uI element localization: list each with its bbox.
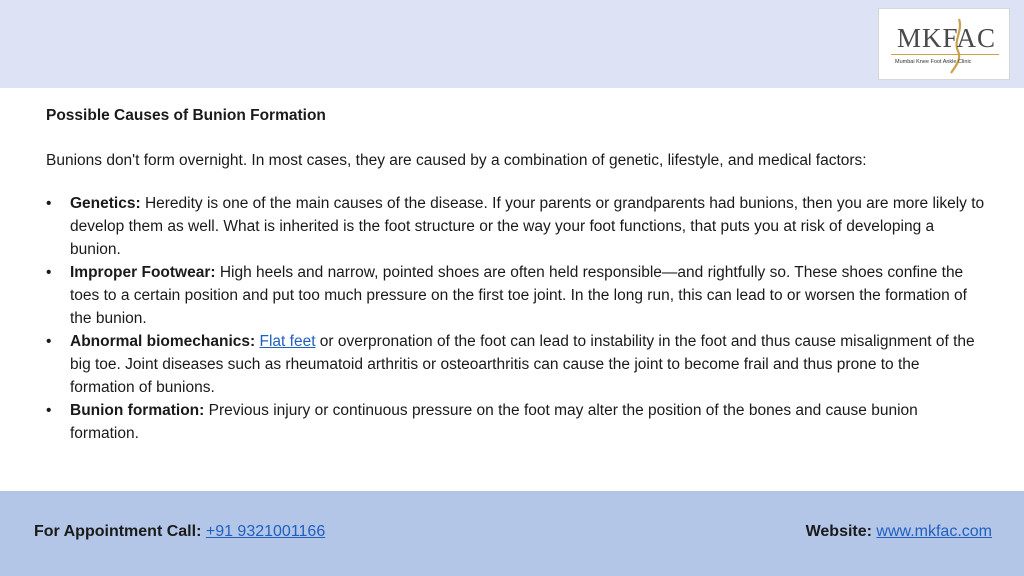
intro-paragraph: Bunions don't form overnight. In most cases, they are caused by a combination of genetic, lifestyle, and medical factors: (46, 152, 867, 169)
list-item-biomechanics (46, 330, 986, 399)
phone-link[interactable]: +91 9321001166 (205, 523, 326, 540)
appointment-contact (34, 523, 325, 541)
website-label: Website: (805, 523, 872, 540)
cause-text: Heredity is one of the main causes of the disease. If your parents or grandparents had bunions, then you are more likely to develop them as well. What is inherited is the foot structure or the way your foot functions, that puts you at risk of developing a bunion. (70, 195, 985, 258)
flat-feet-link[interactable]: Flat feet (259, 333, 316, 350)
cause-term: Bunion formation: (70, 402, 205, 419)
cause-term: Abnormal biomechanics: (70, 333, 256, 350)
cause-text: Previous injury or continuous pressure on the foot may alter the position of the bones and cause bunion formation. (70, 402, 918, 442)
footer-band (0, 491, 1024, 576)
list-item-genetics (46, 192, 986, 261)
header-band (0, 0, 1024, 88)
logo-subtitle: Mumbai Knee Foot Ankle Clinic (895, 59, 972, 65)
cause-term: Genetics: (70, 195, 141, 212)
website-contact (806, 523, 992, 541)
list-item-footwear (46, 261, 986, 330)
causes-list (46, 192, 986, 445)
clinic-logo (878, 8, 1010, 80)
appointment-label: For Appointment Call: (34, 523, 202, 540)
cause-term: Improper Footwear: (70, 264, 216, 281)
website-link[interactable]: www.mkfac.com (876, 523, 992, 540)
cause-text: or overpronation of the foot can lead to instability in the foot and thus cause misalignment of the big toe. Joint diseases such as rheumatoid arthritis or osteoarthritis can cause the joint to become frail and thus prone to the formation of bunions. (70, 333, 975, 396)
cause-text: High heels and narrow, pointed shoes are often held responsible—and rightfully so. These shoes confine the toes to a certain position and put too much pressure on the first toe joint. In the long run, this can lead to or worsen the formation of the bunion. (70, 264, 967, 327)
logo-text: MKFAC (897, 23, 997, 53)
main-content (46, 104, 986, 445)
logo-divider (891, 54, 999, 55)
list-item-formation (46, 399, 986, 445)
page-title: Possible Causes of Bunion Formation (46, 107, 326, 124)
